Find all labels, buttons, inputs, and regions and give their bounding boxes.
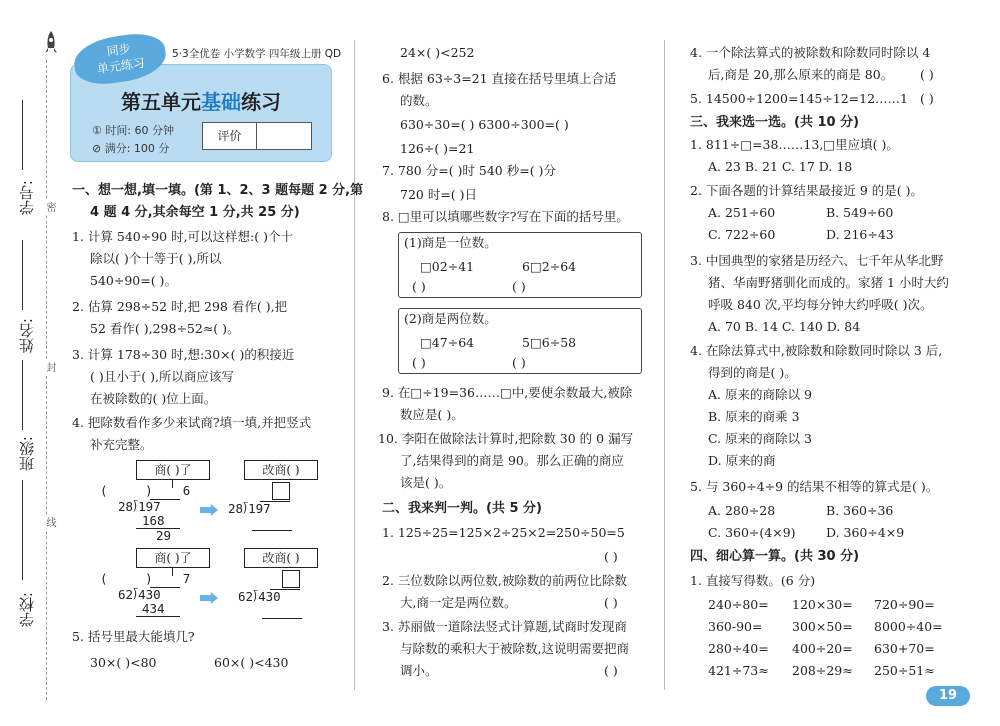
choice-4-option-c: C. 原来的商除以 3 xyxy=(708,431,812,446)
q8-title: 8. □里可以填哪些数字?写在下面的括号里。 xyxy=(382,209,629,224)
calc-item[interactable]: 421÷73≈ xyxy=(708,663,769,678)
q2-line1: 2. 估算 298÷52 时,把 298 看作( ),把 xyxy=(72,299,288,314)
q6-line3: 630÷30=( ) 6300÷300=( ) xyxy=(400,117,569,132)
judge-1: 1. 125÷25=125×2÷25×2=250÷50=5 xyxy=(382,525,625,540)
seal-mark-mid: 封 xyxy=(44,362,55,372)
q8-part2-a: □47÷64 xyxy=(420,335,475,350)
judge-4-line1: 4. 一个除法算式的被除数和除数同时除以 4 xyxy=(690,45,931,60)
calc-item[interactable]: 240÷80= xyxy=(708,597,769,612)
choice-2-option-c: C. 722÷60 xyxy=(708,227,776,242)
unit-title: 第五单元基础练习 xyxy=(121,90,281,114)
column-divider xyxy=(354,40,355,690)
page-number: 19 xyxy=(926,686,970,706)
rocket-icon xyxy=(44,30,58,56)
q10-line1: 10. 李阳在做除法计算时,把除数 30 的 0 漏写 xyxy=(378,431,634,446)
q6-line1: 6. 根据 63÷3=21 直接在括号里填上合适 xyxy=(382,71,617,86)
q5-item-b: 60×( )<430 xyxy=(214,655,289,670)
judge-4-answer[interactable]: ( ) xyxy=(920,67,934,82)
gaishang-label-2: 改商( ) xyxy=(244,548,318,568)
choice-2: 2. 下面各题的计算结果最接近 9 的是( )。 xyxy=(690,183,924,198)
seal-mark-top: 密 xyxy=(44,202,55,212)
judge-3-line1: 3. 苏丽做一道除法竖式计算题,试商时发现商 xyxy=(382,619,627,634)
choice-5-option-c: C. 360÷(4×9) xyxy=(708,525,796,540)
judge-2-line1: 2. 三位数除以两位数,被除数的前两位比除数 xyxy=(382,573,627,588)
calc-item[interactable]: 280÷40= xyxy=(708,641,769,656)
division-3-product: 434 xyxy=(142,601,165,616)
q5-title: 5. 括号里最大能填几? xyxy=(72,629,195,644)
q5-item-c: 24×( )<252 xyxy=(400,45,475,60)
q1-line2: 除以( )个十等于( ),所以 xyxy=(90,251,222,266)
eval-field[interactable] xyxy=(257,123,311,149)
name-field[interactable] xyxy=(22,240,23,310)
calc-item[interactable]: 360-90= xyxy=(708,619,763,634)
calc-item[interactable]: 250÷51≈ xyxy=(874,663,935,678)
section-3-title: 三、我来选一选。(共 10 分) xyxy=(690,115,860,130)
school-field[interactable] xyxy=(22,480,23,580)
section-2-title: 二、我来判一判。(共 5 分) xyxy=(382,501,542,516)
choice-4-line1: 4. 在除法算式中,被除数和除数同时除以 3 后, xyxy=(690,343,943,358)
choice-1: 1. 811÷□=38……13,□里应填( )。 xyxy=(690,137,899,152)
choice-3-line1: 3. 中国典型的家猪是历经六、七千年从华北野 xyxy=(690,253,944,268)
eval-label: 评价 xyxy=(203,123,257,149)
choice-3-line2: 猪、华南野猪驯化而成的。家猪 1 小时大约 xyxy=(708,275,949,290)
q3-line3: 在被除数的( )位上面。 xyxy=(90,391,217,406)
time-info: ① 时间: 60 分钟 xyxy=(92,124,175,137)
division-2-dividend: 28⟌197 xyxy=(228,501,271,516)
judge-2-answer[interactable]: ( ) xyxy=(604,595,618,610)
judge-3-answer[interactable]: ( ) xyxy=(604,663,618,678)
choice-2-option-b: B. 549÷60 xyxy=(826,205,894,220)
q8-part2-b-answer[interactable]: ( ) xyxy=(512,355,526,370)
q2-line2: 52 看作( ),298÷52≈( )。 xyxy=(90,321,240,336)
q8-part1-b: 6□2÷64 xyxy=(522,259,577,274)
division-4-dividend: 62⟌430 xyxy=(238,589,281,604)
choice-1-options: A. 23 B. 21 C. 17 D. 18 xyxy=(708,159,853,174)
choice-4-option-d: D. 原来的商 xyxy=(708,453,776,468)
calc-item[interactable]: 8000÷40= xyxy=(874,619,943,634)
calc-1-title: 1. 直接写得数。(6 分) xyxy=(690,573,816,588)
choice-5: 5. 与 360÷4÷9 的结果不相等的算式是( )。 xyxy=(690,479,939,494)
calc-item[interactable]: 400÷20= xyxy=(792,641,853,656)
q8-part1-b-answer[interactable]: ( ) xyxy=(512,279,526,294)
division-1-remainder: 29 xyxy=(156,528,172,543)
evaluation-box xyxy=(202,122,312,150)
q5-item-a: 30×( )<80 xyxy=(90,655,157,670)
choice-4-line2: 得到的商是( )。 xyxy=(708,365,797,380)
q8-part2-title: (2)商是两位数。 xyxy=(404,311,497,326)
choice-5-option-a: A. 280÷28 xyxy=(708,503,776,518)
q3-line2: ( )且小于( ),所以商应该写 xyxy=(90,369,234,384)
column-divider xyxy=(664,40,665,690)
division-1-dividend: 28⟌197 xyxy=(118,499,161,514)
gaishang-label-1: 改商( ) xyxy=(244,460,318,480)
q8-part1-title: (1)商是一位数。 xyxy=(404,235,497,250)
judge-3-line3: 调小。 xyxy=(400,663,438,678)
q6-line4: 126÷( )=21 xyxy=(400,141,475,156)
choice-5-option-b: B. 360÷36 xyxy=(826,503,894,518)
shang-label-1: 商( )了 xyxy=(136,460,210,480)
choice-4-option-a: A. 原来的商除以 9 xyxy=(708,387,812,402)
q8-part1-a-answer[interactable]: ( ) xyxy=(412,279,426,294)
q9-line1: 9. 在□÷19=36……□中,要使余数最大,被除 xyxy=(382,385,633,400)
quotient-box[interactable] xyxy=(272,482,290,500)
calc-item[interactable]: 300×50= xyxy=(792,619,853,634)
arrow-icon xyxy=(200,592,218,604)
choice-2-option-d: D. 216÷43 xyxy=(826,227,894,242)
judge-5: 5. 14500÷1200=145÷12=12……1 xyxy=(690,91,908,106)
class-field[interactable] xyxy=(22,360,23,430)
name-label: 姓名: xyxy=(18,318,36,354)
q8-part2-b: 5□6÷58 xyxy=(522,335,577,350)
binding-margin xyxy=(0,0,60,726)
q9-line2: 数应是( )。 xyxy=(400,407,464,422)
judge-1-answer[interactable]: ( ) xyxy=(604,549,618,564)
q3-line1: 3. 计算 178÷30 时,想:30×( )的积接近 xyxy=(72,347,295,362)
score-info: ⊘ 满分: 100 分 xyxy=(92,142,170,155)
id-label: 学号: xyxy=(18,180,36,216)
choice-4-option-b: B. 原来的商乘 3 xyxy=(708,409,800,424)
division-3-quotient: ( ) 7 xyxy=(100,571,191,586)
judge-5-answer[interactable]: ( ) xyxy=(920,91,934,106)
quotient-box[interactable] xyxy=(282,570,300,588)
section-4-title: 四、细心算一算。(共 30 分) xyxy=(690,549,860,564)
class-label: 班级: xyxy=(18,436,36,472)
book-title: 5·3全优卷 小学数学 四年级上册 QD xyxy=(172,48,342,60)
q10-line3: 该是( )。 xyxy=(400,475,452,490)
school-label: 学校: xyxy=(18,592,36,628)
calc-item[interactable]: 120×30= xyxy=(792,597,853,612)
choice-2-option-a: A. 251÷60 xyxy=(708,205,776,220)
choice-3-options: A. 70 B. 14 C. 140 D. 84 xyxy=(708,319,861,334)
judge-4-line2: 后,商是 20,那么原来的商是 80。 xyxy=(708,67,894,82)
q1-line3: 540÷90=( )。 xyxy=(90,273,177,288)
section-1-title-cont: 4 题 4 分,其余每空 1 分,共 25 分) xyxy=(90,205,300,220)
q4-line1: 4. 把除数看作多少来试商?填一填,并把竖式 xyxy=(72,415,312,430)
division-1-quotient: ( ) 6 xyxy=(100,483,191,498)
q10-line2: 了,结果得到的商是 90。那么正确的商应 xyxy=(400,453,624,468)
q8-part1-a: □02÷41 xyxy=(420,259,475,274)
q8-part2-a-answer[interactable]: ( ) xyxy=(412,355,426,370)
section-1-title: 一、想一想,填一填。(第 1、2、3 题每题 2 分,第 xyxy=(72,183,364,198)
seal-mark-bottom: 线 xyxy=(44,517,55,527)
judge-2-line2: 大,商一定是两位数。 xyxy=(400,595,517,610)
cut-line xyxy=(46,60,47,700)
calc-item[interactable]: 630+70= xyxy=(874,641,935,656)
choice-5-option-d: D. 360÷4×9 xyxy=(826,525,905,540)
judge-3-line2: 与除数的乘积大于被除数,这说明需要把商 xyxy=(400,641,629,656)
division-3-dividend: 62⟌430 xyxy=(118,587,161,602)
q1-line1: 1. 计算 540÷90 时,可以这样想:( )个十 xyxy=(72,229,293,244)
q7-line2: 720 时=( )日 xyxy=(400,187,478,202)
id-field[interactable] xyxy=(22,100,23,170)
calc-item[interactable]: 208÷29≈ xyxy=(792,663,853,678)
sync-badge: 同步 单元练习 xyxy=(71,30,169,88)
q4-line2: 补充完整。 xyxy=(90,437,153,452)
division-1-product: 168 xyxy=(142,513,165,528)
choice-3-line3: 呼吸 840 次,平均每分钟大约呼吸( )次。 xyxy=(708,297,933,312)
arrow-icon xyxy=(200,504,218,516)
q7-line1: 7. 780 分=( )时 540 秒=( )分 xyxy=(382,163,556,178)
q6-line2: 的数。 xyxy=(400,93,438,108)
shang-label-2: 商( )了 xyxy=(136,548,210,568)
calc-item[interactable]: 720÷90= xyxy=(874,597,935,612)
